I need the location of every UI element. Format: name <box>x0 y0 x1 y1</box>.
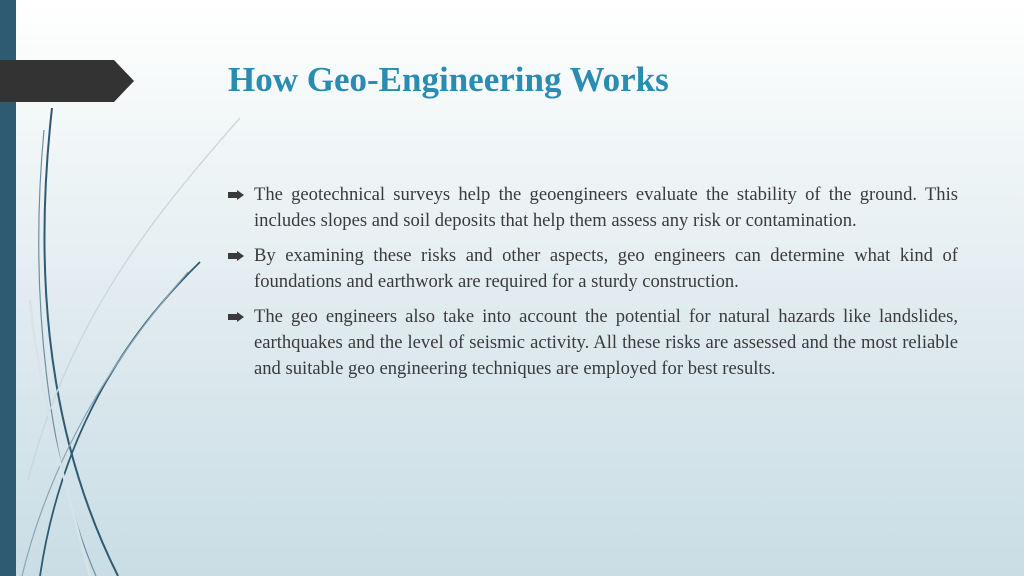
bullet-text: The geotechnical surveys help the geoengineers evaluate the stability of the ground. This includes slopes and soil deposits that help them assess any risk or contamination. <box>254 184 958 231</box>
bullet-list <box>228 182 958 391</box>
bullet-item <box>228 304 958 381</box>
bullet-text: By examining these risks and other aspects, geo engineers can determine what kind of foundations and earthwork are required for a sturdy construction. <box>254 245 958 292</box>
bullet-item <box>228 243 958 294</box>
bullet-text: The geo engineers also take into account the potential for natural hazards like landslides, earthquakes and the level of seismic activity. All these risks are assessed and the most reliable and suitable geo engineering techniques are employed for best results. <box>254 306 958 379</box>
bullet-item <box>228 182 958 233</box>
title-arrow-shape <box>0 60 134 102</box>
slide-title: How Geo-Engineering Works <box>228 60 669 99</box>
arrow-right-icon <box>228 251 244 261</box>
arrow-right-icon <box>228 190 244 200</box>
arrow-right-icon <box>228 312 244 322</box>
